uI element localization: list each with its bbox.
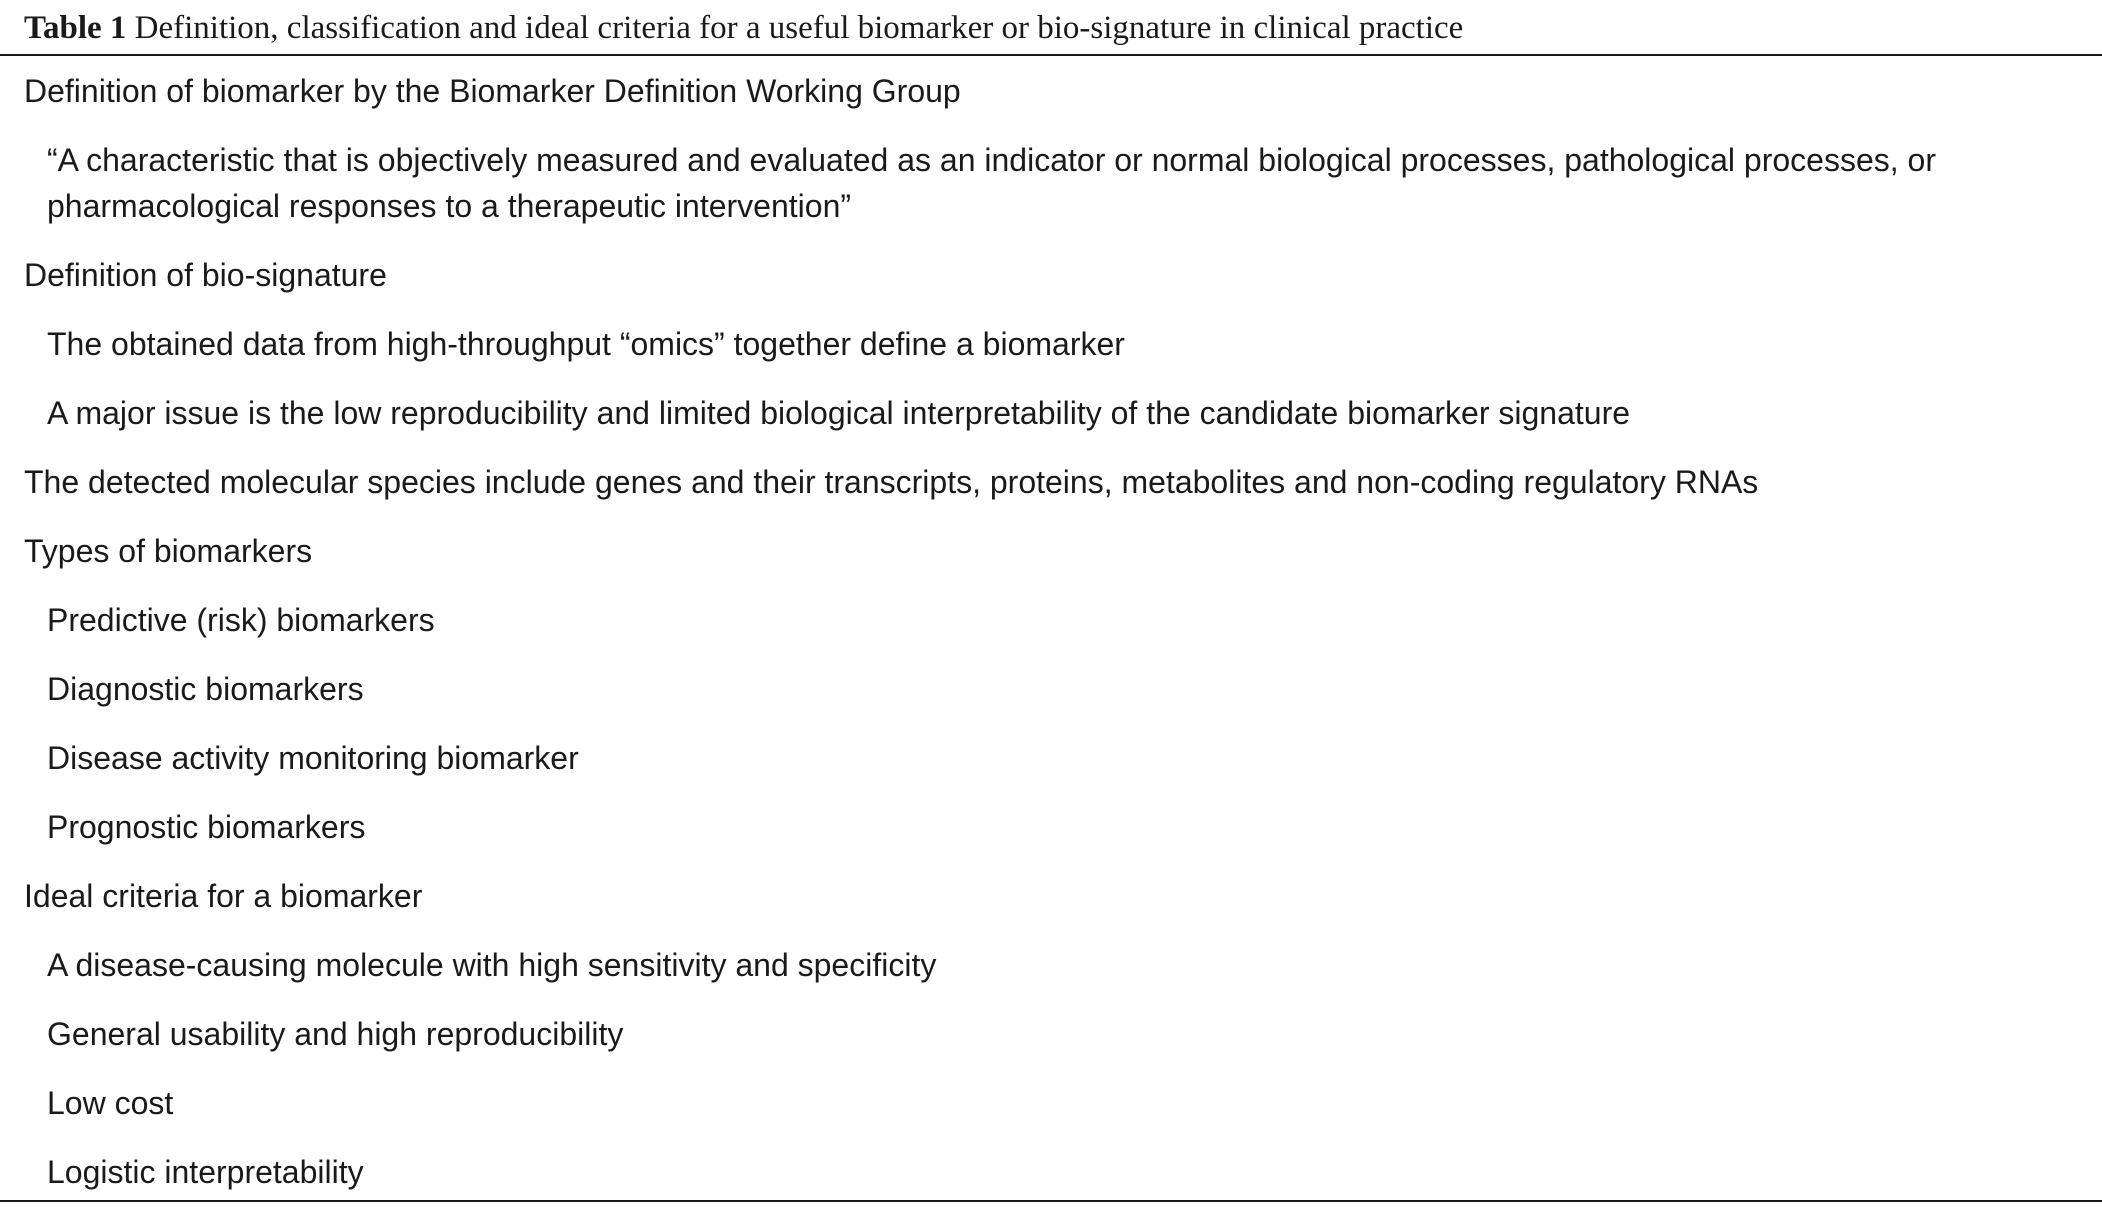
table-row: Low cost xyxy=(47,1085,174,1121)
table-row: “A characteristic that is objectively measured and evaluated as an indicator or normal biological processes, pathological processes, or pharmacological responses to a therapeutic intervention” xyxy=(47,142,1936,224)
table-row: Predictive (risk) biomarkers xyxy=(47,602,435,638)
table-body xyxy=(0,57,2102,1207)
table-row: Diagnostic biomarkers xyxy=(47,671,364,707)
table-row: Disease activity monitoring biomarker xyxy=(47,740,579,776)
table-row: The obtained data from high-throughput “omics” together define a biomarker xyxy=(47,326,1125,362)
table-row: Logistic interpretability xyxy=(47,1154,364,1190)
table-label: Table 1 xyxy=(24,10,127,46)
table-row: Definition of biomarker by the Biomarker Definition Working Group xyxy=(24,73,961,109)
table-row: The detected molecular species include genes and their transcripts, proteins, metabolites and non-coding regulatory RNAs xyxy=(24,464,1759,500)
table-bottom-rule xyxy=(0,1200,2102,1202)
table-row: Prognostic biomarkers xyxy=(47,809,366,845)
table-row: General usability and high reproducibility xyxy=(47,1016,624,1052)
table-caption-text: Definition, classification and ideal criteria for a useful biomarker or bio-signature in clinical practice xyxy=(126,10,1464,46)
table-row: A disease-causing molecule with high sensitivity and specificity xyxy=(47,947,937,983)
table-row: Ideal criteria for a biomarker xyxy=(24,878,423,914)
table-top-rule xyxy=(0,54,2102,56)
table-row: A major issue is the low reproducibility and limited biological interpretability of the candidate biomarker signature xyxy=(47,395,1631,431)
table-caption xyxy=(24,6,1463,50)
table-row: Types of biomarkers xyxy=(24,533,313,569)
table-row: Definition of bio-signature xyxy=(24,257,387,293)
